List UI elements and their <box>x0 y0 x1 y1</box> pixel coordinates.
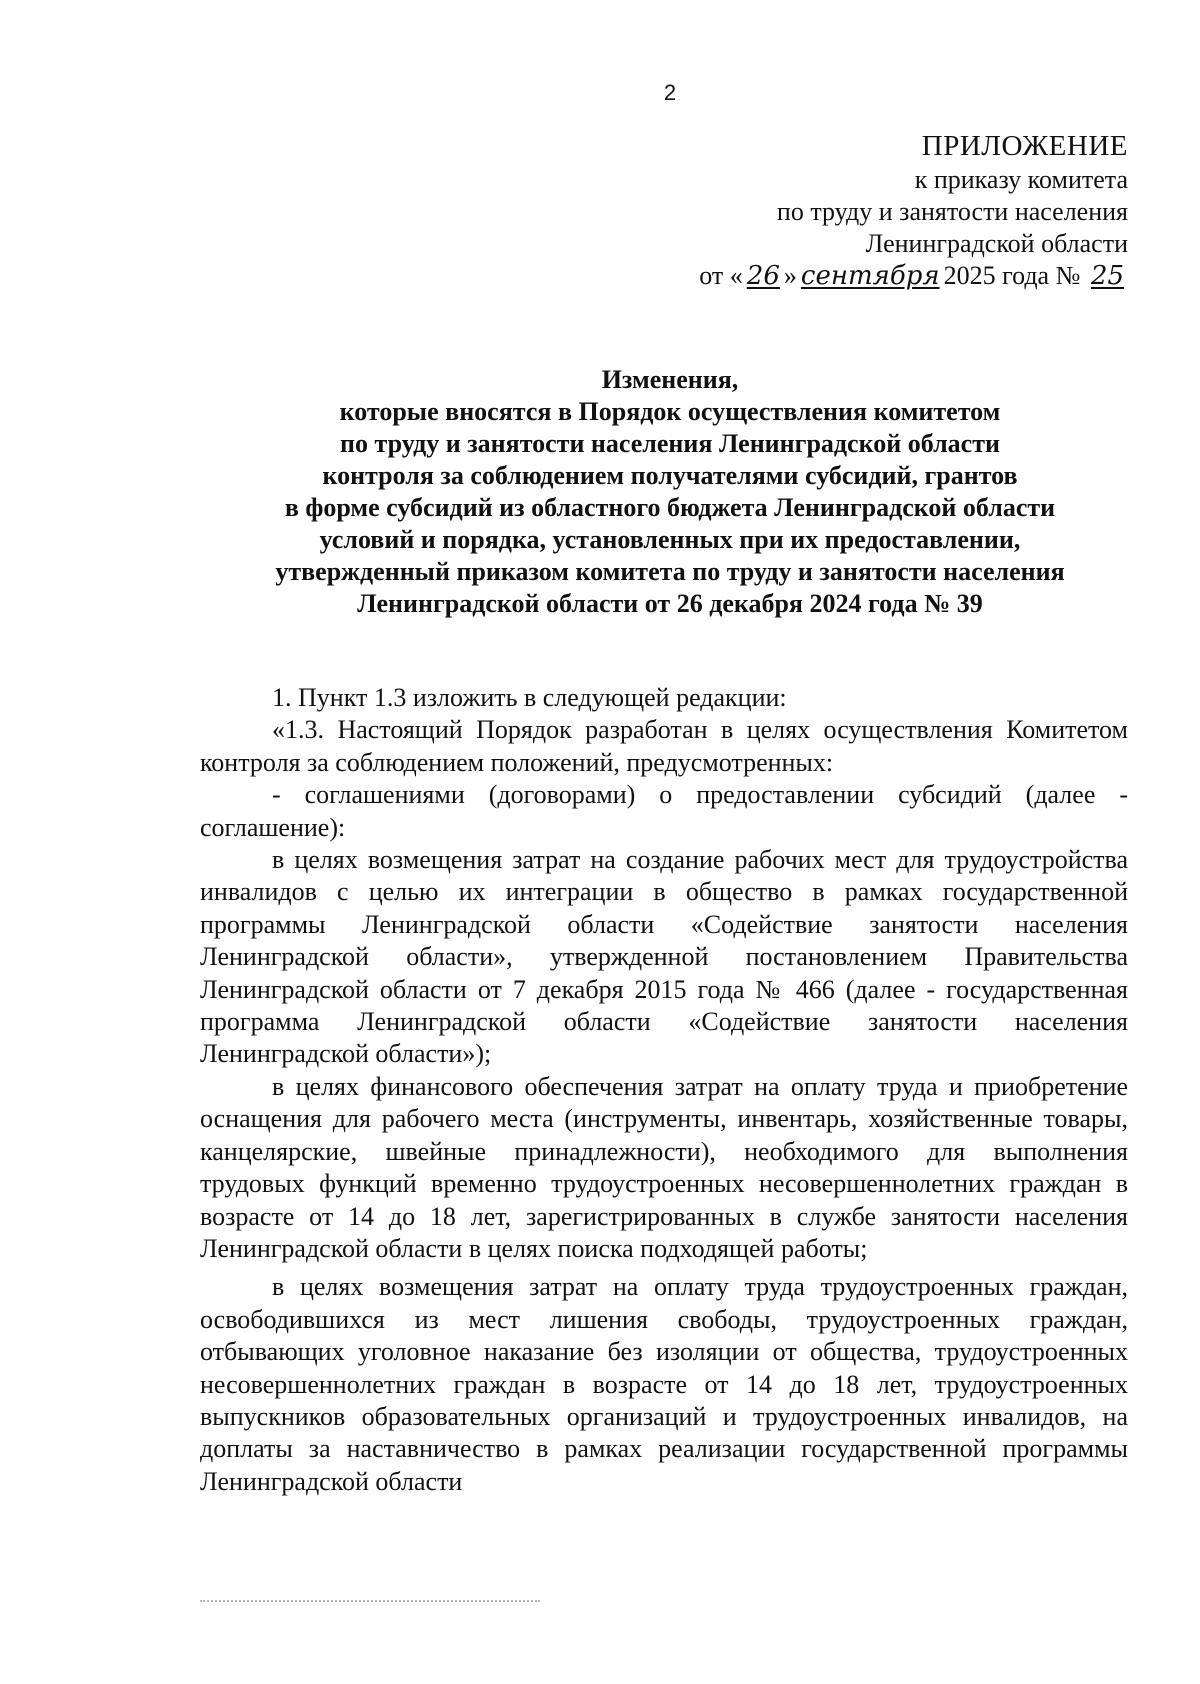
heading-line-3: по труду и занятости населения Ленинградской области <box>340 429 1000 458</box>
heading-line-8: Ленинградской области от 26 декабря 2024 года № 39 <box>357 589 983 618</box>
appendix-line-2: по труду и занятости населения <box>776 197 1128 226</box>
document-heading <box>140 364 1200 620</box>
date-month-handwritten: сентября <box>800 261 940 291</box>
heading-line-4: контроля за соблюдением получателями субсидий, грантов <box>322 461 1018 490</box>
date-prefix: от « <box>699 261 743 290</box>
paragraph-agreements: - соглашениями (договорами) о предоставлении субсидий (далее - соглашение): <box>200 780 1128 842</box>
date-day-handwritten: 26 <box>746 261 780 291</box>
date-year: 2025 года № <box>943 261 1081 290</box>
document-body <box>200 682 1128 1498</box>
page-number: 2 <box>663 80 677 105</box>
appendix-line-3: Ленинградской области <box>865 229 1128 258</box>
order-number-handwritten: 25 <box>1090 261 1124 291</box>
heading-line-1: Изменения, <box>601 365 739 394</box>
appendix-block <box>699 130 1128 292</box>
paragraph-minors-financing: в целях финансового обеспечения затрат на оплату труда и приобретение оснащения для рабочего места (инструменты, инвентарь, хозяйственные товары, канцелярские, швейные принадлежности), необходимого для выполнения трудовых функций временно трудоустроенных несовершеннолетних граждан в возрасте от 14 до 18 лет, зарегистрированных в службе занятости населения Ленинградской области в целях поиска подходящей работы; <box>200 1071 1128 1263</box>
paragraph-item-1: 1. Пункт 1.3 изложить в следующей редакции: <box>272 683 787 712</box>
appendix-line-1: к приказу комитета <box>914 165 1128 194</box>
footer-scan-artifact <box>200 1600 540 1604</box>
heading-line-5: в форме субсидий из областного бюджета Ленинградской области <box>284 493 1056 522</box>
paragraph-clause-1-3: «1.3. Настоящий Порядок разработан в целях осуществления Комитетом контроля за соблюдением положений, предусмотренных: <box>200 715 1128 777</box>
heading-line-7: утвержденный приказом комитета по труду и занятости населения <box>275 557 1065 586</box>
paragraph-disabled-jobs: в целях возмещения затрат на создание рабочих мест для трудоустройства инвалидов с целью их интеграции в общество в рамках государственной программы Ленинградской области «Содействие занятости населения Ленинградской области», утвержденной постановлением Правительства Ленинградской области от 7 декабря 2015 года № 466 (далее - государственная программа Ленинградской области «Содействие занятости населения Ленинградской области»); <box>200 845 1128 1069</box>
heading-line-2: которые вносятся в Порядок осуществления комитетом <box>339 397 1001 426</box>
paragraph-wage-compensation: в целях возмещения затрат на оплату труда трудоустроенных граждан, освободившихся из мест лишения свободы, трудоустроенных граждан, отбывающих уголовное наказание без изоляции от общества, трудоустроенных несовершеннолетних граждан в возрасте от 14 до 18 лет, трудоустроенных выпускников образовательных организаций и трудоустроенных инвалидов, на доплаты за наставничество в рамках реализации государственной программы Ленинградской области <box>200 1272 1128 1496</box>
heading-line-6: условий и порядка, установленных при их предоставлении, <box>319 525 1021 554</box>
appendix-date-line <box>699 260 1128 292</box>
appendix-title: ПРИЛОЖЕНИЕ <box>921 130 1128 162</box>
date-separator: » <box>783 261 797 290</box>
